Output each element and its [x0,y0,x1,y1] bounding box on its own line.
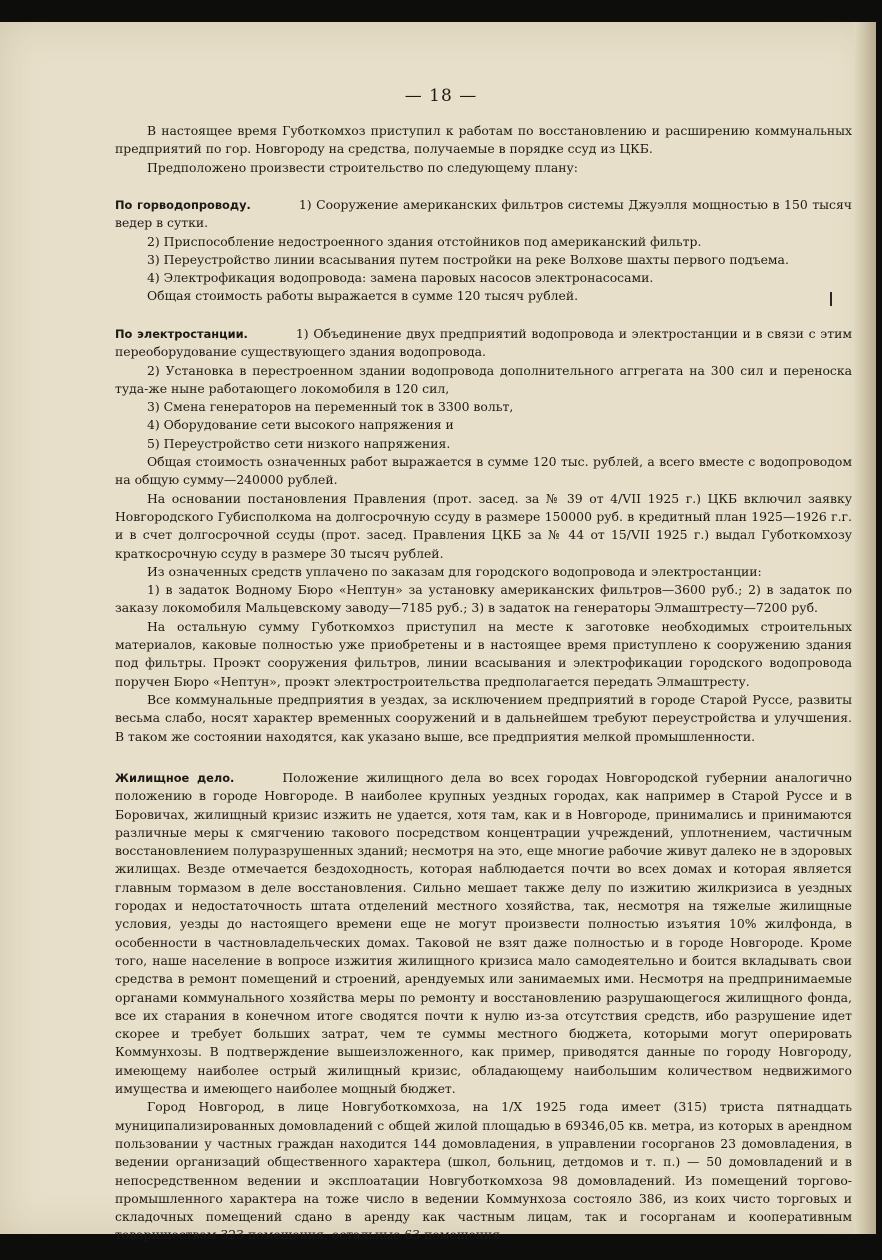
intro-paragraph: В настоящее время Губоткомхоз приступил к работам по восстановлению и расширению коммунальных предприятий по гор. Новгороду на средства, получаемые в порядке ссуд из ЦКБ. [115,123,852,157]
power-heading: По электростанции. [115,327,248,341]
housing-paragraph-2: Город Новгород, в лице Новгуботкомхоза, на 1/X 1925 года имеет (315) триста пятнадцать муниципализированных домовладений с общей жилой площадью в 69346,05 кв. метра, из которых в арендном пользовании у частных граждан находится 144 домовладения, в управлении госорганов 23 домовладения, в ведении организаций общественного характера (школ, больниц, детдомов и т. п.) — 50 домовладений и в непосредственном ведении и эксплоатации Новгуботкомхоза 98 домовладений. Из помещений торгово-промышленного характера на тоже число в ведении Коммунхоза состояло 386, из коих чисто торговых и складочных помещений сдано в аренду как частным лицам, так и госорганам и кооперативным товариществам 323 помещения, остальные 63 помещения [115,1099,852,1243]
water-heading: По горводопроводу. [115,198,251,212]
housing-section [115,769,852,1245]
uyezd-enterprises: Все коммунальные предприятия в уездах, за исключением предприятий в городе Старой Руссе, развиты весьма слабо, носят характер временных сооружений и в дальнейшем требуют переустройства и улучшения. В таком же состоянии находятся, как указано выше, все предприятия мелкой промышленности. [115,691,852,744]
page-number: — 18 — [404,86,478,106]
power-total: Общая стоимость означенных работ выражается в сумме 120 тыс. рублей, а всего вместе с водопроводом на общую сумму—240000 рублей. [115,454,852,488]
margin-mark [830,292,832,306]
plan-intro: Предположено произвести строительство по следующему плану: [147,159,578,175]
paid-intro: Из означенных средств уплачено по заказам для городского водопровода и электростанции: [147,563,762,579]
power-item-3: 3) Смена генераторов на переменный ток в 3300 вольт, [147,399,514,415]
water-item-4: 4) Электрофикация водопровода: замена паровых насосов электронасосами. [147,270,654,286]
housing-heading: Жилищное дело. [115,771,235,785]
power-item-1: 1) Объединение двух предприятий водопровода и электростанции и в связи с этим переоборудование существующего здания водопровода. [115,326,852,360]
paid-items: 1) в задаток Водному Бюро «Нептун» за установку американских фильтров—3600 руб.; 2) в задаток по заказу локомобиля Мальцевскому заводу—7185 руб.; 3) в задаток на генераторы Элмаштресту—7200 руб. [115,582,852,616]
loan-decision: На основании постановления Правления (прот. засед. за № 39 от 4/VII 1925 г.) ЦКБ включил заявку Новгородского Губисполкома на долгосрочную ссуду в размере 150000 руб. в кредитный план 1925—1926 г.г. и в счет долгосрочной ссуды (прот. засед. Правления ЦКБ за № 44 от 15/VII 1925 г.) выдал Губоткомхозу краткосрочную ссуду в размере 30 тысяч рублей. [115,490,852,561]
housing-paragraph-1: Положение жилищного дела во всех городах Новгородской губернии аналогично положению в городе Новгороде. В наиболее крупных уездных городах, как например в Старой Руссе и в Боровичах, жилищный кризис изжить не удается, хотя там, как и в Новгороде, принимались и принимаются различные меры к смягчению такового посредством концентрации учреждений, уплотнением, частичным восстановлением полуразрушенных зданий; несмотря на это, еще многие рабочие живут далеко не в здоровых жилищах. Везде отмечается бездоходность, которая наблюдается почти во всех домах и которая является главным тормазом в деле восстановления. Сильно мешает также делу по изжитию жилкризиса в уездных городах и недостаточность штата отделений местного хозяйства, так, несмотря на тяжелые жилищные условия, уезды до настоящего времени еще не могут произвести полностью изъятия 10% жилфонда, в особенности в частновладельческих домах. Таковой не взят даже полностью и в городе Новгороде. Кроме того, наше население в вопросе изжития жилищного кризиса мало самодеятельно и боится вкладывать свои средства в ремонт помещений и строений, арендуемых или занимаемых ими. Несмотря на предпринимаемые органами коммунального хозяйства меры по ремонту и восстановлению разрушающегося жилищного фонда, все их старания в конечном итоге сводятся почти к нулю из-за отсутствия средств, ибо разрушение идет скорее и требует больших затрат, чем те суммы местного бюджета, которыми могут оперировать Коммунхозы. В подтверждение вышеизложенного, как пример, приводятся данные по городу Новгороду, имеющему наиболее острый жилищный кризис, обладающему наибольшим количеством недвижимого имущества и имеющего наиболее мощный бюджет. [115,770,852,1097]
power-item-4: 4) Оборудование сети высокого напряжения и [147,417,454,433]
book-spine [854,22,876,1234]
intro-section [115,122,852,177]
water-item-3: 3) Переустройство линии всасывания путем постройки на реке Волхове шахты первого подъема. [147,251,789,267]
water-section [115,196,852,306]
power-item-2: 2) Установка в перестроенном здании водопровода дополнительного аггрегата на 300 сил и переноска туда-же ныне работающего локомобиля в 120 сил, [115,362,852,396]
water-item-1: 1) Сооружение американских фильтров системы Джуэлля мощностью в 150 тысяч ведер в сутки. [115,197,852,231]
remaining-funds: На остальную сумму Губоткомхоз приступил на месте к заготовке необходимых строительных материалов, каковые полностью уже приобретены и в настоящее время приступлено к сооружению здания под фильтры. Проэкт сооружения фильтров, линии всасывания и электрофикации городского водопровода поручен Бюро «Нептун», проэкт электростроительства предполагается передать Элмаштресту. [115,618,852,689]
water-total: Общая стоимость работы выражается в сумме 120 тысяч рублей. [147,288,579,304]
water-item-2: 2) Приспособление недостроенного здания отстойников под американский фильтр. [147,233,702,249]
power-section [115,325,852,746]
power-item-5: 5) Переустройство сети низкого напряжения. [147,435,451,451]
